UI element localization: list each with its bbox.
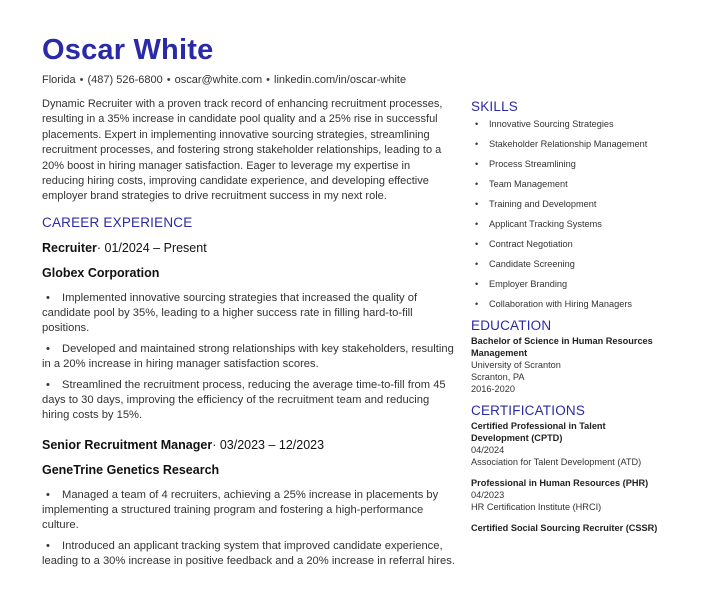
certification-entry	[471, 522, 661, 534]
certification-entry	[471, 477, 661, 513]
certification-name: Certified Social Sourcing Recruiter (CSSR)	[471, 523, 658, 533]
skill-item: • Employer Branding	[471, 278, 661, 290]
professional-summary: Dynamic Recruiter with a proven track record of enhancing recruitment processes, resulting in a 35% increase in candidate pool quality and a 25% rise in successful placements. Expert in implementing innovative sourcing strategies, streamlining recruitment processes, and fostering strong stakeholder relationships, leading to a 20% boost in hiring manager satisfaction. Eager to leverage my expertise in reducing hiring costs, improving candidate experience, and developing effective employer brand strategies to drive recruitment success in my next role.	[42, 98, 443, 203]
job-role: Recruiter	[42, 241, 97, 255]
contact-phone: (487) 526-6800	[87, 74, 163, 86]
education-location: Scranton, PA	[471, 372, 525, 382]
education-degree: Bachelor of Science in Human Resources Management	[471, 336, 653, 358]
bullet-icon: •	[475, 219, 479, 229]
job-dates: · 01/2024 – Present	[96, 241, 207, 255]
bullet-icon: •	[46, 489, 50, 501]
section-title-education: EDUCATION	[471, 318, 552, 333]
skill-item: • Innovative Sourcing Strategies	[471, 118, 661, 130]
section-title-experience: CAREER EXPERIENCE	[42, 215, 193, 230]
skill-item: • Process Streamlining	[471, 158, 661, 170]
bullet-icon: •	[475, 299, 479, 309]
section-title-skills: SKILLS	[471, 99, 518, 114]
separator-dot: •	[166, 74, 171, 86]
job-bullets	[42, 488, 456, 569]
job-role: Senior Recruitment Manager	[42, 438, 213, 452]
job-dates: · 03/2023 – 12/2023	[212, 438, 325, 452]
bullet-icon: •	[475, 259, 479, 269]
certification-entry	[471, 420, 661, 468]
skill-item: • Candidate Screening	[471, 258, 661, 270]
bullet-icon: •	[46, 540, 50, 552]
contact-line	[42, 74, 406, 86]
contact-linkedin[interactable]: linkedin.com/in/oscar-white	[274, 74, 407, 86]
bullet-icon: •	[46, 343, 50, 355]
bullet-icon: •	[475, 279, 479, 289]
bullet-icon: •	[46, 379, 50, 391]
section-title-certifications: CERTIFICATIONS	[471, 403, 586, 418]
job-heading	[42, 437, 456, 453]
skill-item: • Collaboration with Hiring Managers	[471, 298, 661, 310]
job-company: GeneTrine Genetics Research	[42, 463, 220, 477]
bullet-icon: •	[475, 199, 479, 209]
bullet-icon: •	[475, 119, 479, 129]
skills-list	[471, 118, 661, 310]
job-bullet: • Introduced an applicant tracking system that improved candidate experience, leading to a 30% increase in positive feedback and a 20% increase in referral hires.	[42, 540, 455, 567]
bullet-icon: •	[46, 292, 50, 304]
skill-item: • Applicant Tracking Systems	[471, 218, 661, 230]
sidebar	[471, 99, 661, 543]
separator-dot: •	[79, 74, 84, 86]
contact-location: Florida	[42, 74, 76, 86]
job-entry	[42, 437, 456, 569]
certification-issuer: HR Certification Institute (HRCI)	[471, 502, 602, 512]
education-years: 2016-2020	[471, 384, 515, 394]
certification-name: Professional in Human Resources (PHR)	[471, 478, 649, 488]
job-bullet: • Implemented innovative sourcing strategies that increased the quality of candidate pool by 35%, leading to a higher success rate in filling hard-to-fill positions.	[42, 292, 418, 334]
contact-email[interactable]: oscar@white.com	[174, 74, 263, 86]
certification-issuer: Association for Talent Development (ATD)	[471, 457, 642, 467]
education-school: University of Scranton	[471, 360, 561, 370]
certifications-list	[471, 420, 661, 534]
experience-section	[42, 215, 456, 575]
bullet-icon: •	[475, 239, 479, 249]
job-company: Globex Corporation	[42, 266, 160, 280]
bullet-icon: •	[475, 139, 479, 149]
job-entry	[42, 240, 456, 423]
job-heading	[42, 240, 456, 256]
bullet-icon: •	[475, 179, 479, 189]
skill-item: • Contract Negotiation	[471, 238, 661, 250]
skill-item: • Team Management	[471, 178, 661, 190]
job-bullet: • Managed a team of 4 recruiters, achieving a 25% increase in placements by implementing a structured training program and fostering a high-performance culture.	[42, 489, 439, 531]
certification-name: Certified Professional in Talent Development (CPTD)	[471, 421, 606, 443]
job-bullets	[42, 291, 456, 423]
skill-item: • Stakeholder Relationship Management	[471, 138, 661, 150]
skill-item: • Training and Development	[471, 198, 661, 210]
job-bullet: • Streamlined the recruitment process, reducing the average time-to-fill from 45 days to 30 days, improving the efficiency of the recruitment team and reducing hiring costs by 15%.	[42, 379, 446, 421]
separator-dot: •	[266, 74, 271, 86]
certification-date: 04/2023	[471, 490, 505, 500]
certification-date: 04/2024	[471, 445, 505, 455]
candidate-name: Oscar White	[42, 34, 214, 66]
job-bullet: • Developed and maintained strong relationships with key stakeholders, resulting in a 20% increase in hiring manager satisfaction scores.	[42, 343, 454, 370]
education-entry	[471, 335, 661, 395]
bullet-icon: •	[475, 159, 479, 169]
